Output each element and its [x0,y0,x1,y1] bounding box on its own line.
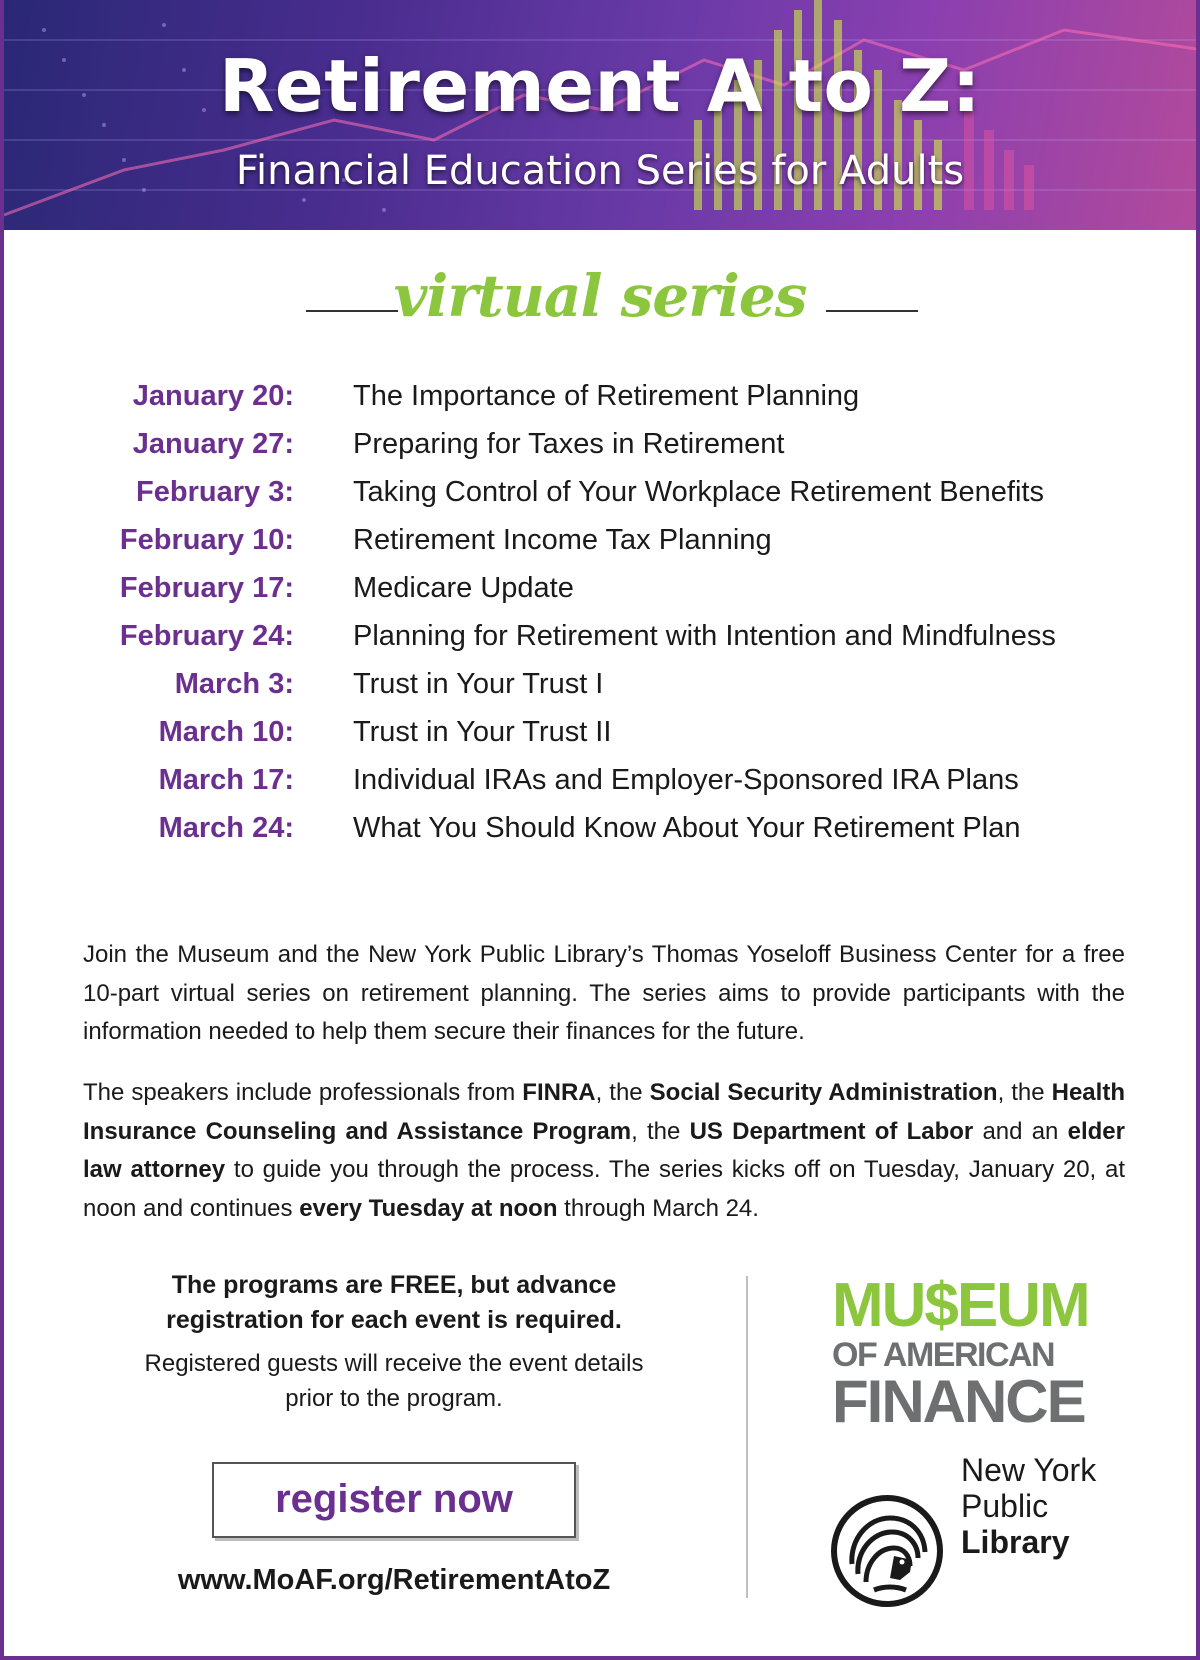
moaf-logo-of-american: OF AMERICAN [832,1336,1055,1374]
schedule-title: Trust in Your Trust II [353,716,612,748]
schedule-date: March 24: [158,812,294,844]
vertical-divider [746,1276,748,1598]
free-notice-line-1: The programs are FREE, but advance [171,1271,617,1299]
free-notice-line-2: registration for each event is required. [166,1306,622,1334]
register-now-button[interactable]: register now [212,1462,576,1538]
schedule-title: Preparing for Taxes in Retirement [353,428,785,460]
schedule-row [4,380,1200,428]
schedule-date: January 27: [132,428,294,460]
speaker-ssa: Social Security Administration [649,1079,998,1106]
page-subtitle: Financial Education Series for Adults [235,148,965,194]
speakers-text: to guide you through the process. The series kicks off on Tuesday, January 20, at noon and continues [83,1156,1125,1222]
schedule-row [4,524,1200,572]
speaker-elder-law: elder law attorney [83,1117,1125,1183]
schedule-row [4,716,1200,764]
schedule-date: February 17: [119,572,294,604]
schedule-row [4,668,1200,716]
schedule-row [4,428,1200,476]
moaf-logo [832,1271,1092,1435]
schedule-row [4,620,1200,668]
nypl-line-3: Library [961,1524,1070,1560]
schedule-row [4,812,1200,860]
speakers-text: and an [973,1117,1068,1145]
speakers-paragraph [83,1074,1125,1228]
registration-url-link[interactable]: www.MoAF.org/RetirementAtoZ [177,1564,611,1596]
schedule-title: Trust in Your Trust I [353,668,604,700]
registration-note [104,1346,684,1416]
schedule-title: Taking Control of Your Workplace Retirement Benefits [353,476,1044,508]
registration-note-line-1: Registered guests will receive the event details [144,1350,644,1377]
moaf-logo-finance: FINANCE [832,1368,1085,1435]
schedule-row [4,476,1200,524]
nypl-line-2: Public [961,1488,1049,1524]
speakers-text: The speakers include professionals from [83,1079,523,1106]
nypl-lion-icon [830,1494,944,1608]
speakers-text: through March 24. [557,1194,759,1222]
schedule-title: Planning for Retirement with Intention and Mindfulness [353,620,1056,652]
nypl-logo-text [961,1452,1096,1560]
schedule-emphasis: every Tuesday at noon [299,1194,558,1222]
speakers-text: , the [997,1079,1052,1106]
speakers-text: , the [595,1079,650,1106]
page-title: Retirement A to Z: [218,44,982,128]
registration-note-line-2: prior to the program. [285,1385,503,1412]
schedule-title: The Importance of Retirement Planning [353,380,860,412]
schedule-date: January 20: [132,380,294,412]
speakers-text: , the [631,1117,690,1145]
series-label: virtual series [393,262,807,330]
schedule-date: March 3: [174,668,294,700]
nypl-line-1: New York [961,1452,1097,1488]
heading-rule-right [826,310,918,312]
schedule-list [4,380,1200,860]
moaf-logo-museum: MU$EUM [832,1271,1089,1340]
intro-paragraph: Join the Museum and the New York Public Library’s Thomas Yoseloff Business Center for a free 10-part virtual series on retirement planning. The series aims to provide participants with the information needed to help them secure their finances for the future. [83,941,1125,1045]
speaker-finra: FINRA [522,1079,596,1106]
header-banner [4,0,1196,230]
schedule-title: Medicare Update [353,572,574,604]
speaker-hiicap: Health Insurance Counseling and Assistance Program [83,1079,1125,1145]
schedule-date: March 10: [158,716,294,748]
schedule-date: March 17: [158,764,294,796]
schedule-row [4,572,1200,620]
schedule-date: February 24: [119,620,294,652]
schedule-row [4,764,1200,812]
schedule-title: Retirement Income Tax Planning [353,524,772,556]
speaker-dol: US Department of Labor [689,1117,974,1145]
series-heading [4,262,1196,332]
schedule-date: February 3: [136,476,294,508]
registration-info [104,1268,684,1416]
schedule-title: What You Should Know About Your Retirement Plan [353,812,1021,844]
schedule-title: Individual IRAs and Employer-Sponsored IRA Plans [353,764,1019,796]
schedule-date: February 10: [119,524,294,556]
